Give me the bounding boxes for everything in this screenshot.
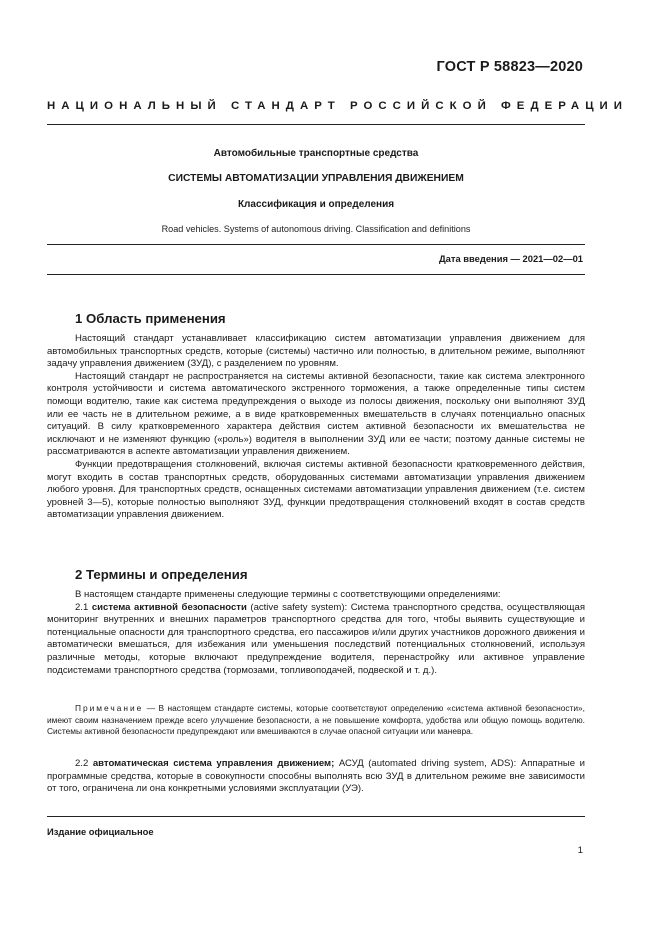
page-number: 1: [577, 845, 583, 856]
document-subtitle: Классификация и определения: [237, 199, 395, 210]
date-divider: [47, 274, 585, 275]
top-divider: [47, 124, 585, 125]
standard-number: ГОСТ Р 58823—2020: [436, 59, 583, 75]
note-block: [47, 703, 585, 738]
note-text: — В настоящем стандарте системы, которые соответствуют определению «система активной безопасности», имеют своим назначением прежде всего улучшение безопасности, а не повышение комфорта, удобства или общую помощь водителю. Системы активной безопасности предупреждают или вмешиваются в случае опасной ситуации или маневра.: [47, 703, 585, 737]
title-group: Автомобильные транспортные средства: [213, 148, 419, 159]
section-1-paragraph-3: Функции предотвращения столкновений, включая системы активной безопасности кратковременного действия, могут входить в состав транспортных средств, оборудованных системами автоматизации управления движением любого уровня. Для транспортных средств, оснащенных системами автоматизации управления движением (т.е. систем уровней 3—5), которые полностью выполняют ЗУД, функции предотвращения столкновений входят в состав средств автоматизации управления движением.: [47, 458, 585, 521]
term-2-2-block: [47, 758, 585, 796]
term-2-2-definition: АСУД (automated driving system, ADS): Аппаратные и программные средства, которые в совокупности способны выполнять всю ЗУД в длительном режиме вне зависимости от того, ограничена ли она конкретными условиями эксплуатации (УЭ).: [47, 758, 585, 795]
note-label: Примечание: [75, 703, 144, 713]
title-divider: [47, 244, 585, 245]
section-1-paragraph-1: Настоящий стандарт устанавливает классификацию систем автоматизации управления движением для автомобильных транспортных средств, которые (системы) частично или полностью, в длительном режиме, выполняют задачу управления движением (ЗУД), с разделением по уровням.: [47, 333, 585, 370]
term-2-1-term: система активной безопасности: [91, 601, 247, 613]
term-2-1-definition: (active safety system): Система транспортного средства, осуществляющая мониторинг внутренних и внешних параметров транспортного средства для того, чтобы выявить существующие и потенциальные опасности для транспортного средства, его пассажиров и/или других участников дорожного движения и автоматически вмешаться, для избежания или уменьшения последствий потенциальных столкновений, используя различные методы, которые включают предупреждение водителя, перенастройку или активное управление подсистемами транспортного средства (тормозами, топливоподачей, подвеской и т. д.).: [47, 601, 586, 676]
section-2-title: 2 Термины и определения: [75, 567, 248, 582]
section-1-title: 1 Область применения: [75, 311, 226, 326]
term-2-1: [47, 602, 585, 678]
section-1-paragraph-2: Настоящий стандарт не распространяется на системы активной безопасности, такие как система электронного контроля устойчивости и система автоматического экстренного торможения, а также определенные типы систем помощи водителю, такие как система предупреждения о выходе из полосы движения, поскольку они выполняют ЗУД или ее часть не в длительном режиме, а в виде кратковременных вмешательств в случаях потенциально опасных ситуаций. В силу кратковременного характера действия систем активной безопасности их вмешательства не исключают и не изменяют функцию («роль») водителя в выполнении ЗУД или ее части; поэтому данные системы не рассматриваются в аспекте автоматизации управления движением.: [47, 370, 585, 458]
national-standard-heading: НАЦИОНАЛЬНЫЙ СТАНДАРТ РОССИЙСКОЙ ФЕДЕРАЦИИ: [47, 100, 629, 112]
note-paragraph: [47, 703, 585, 738]
official-edition-label: Издание официальное: [47, 826, 154, 837]
english-title: Road vehicles. Systems of autonomous driving. Classification and definitions: [161, 224, 471, 234]
section-2-body: [47, 589, 585, 677]
term-2-2-number: 2.2: [75, 758, 89, 769]
term-2-1-number: 2.1: [75, 601, 89, 613]
document-title: СИСТЕМЫ АВТОМАТИЗАЦИИ УПРАВЛЕНИЯ ДВИЖЕНИЕМ: [168, 173, 464, 184]
section-2-intro: В настоящем стандарте применены следующие термины с соответствующими определениями:: [75, 589, 501, 600]
introduction-date: Дата введения — 2021—02—01: [438, 253, 583, 264]
term-2-2: [47, 758, 585, 796]
footer-divider: [47, 816, 585, 817]
term-2-2-term: автоматическая система управления движением;: [92, 758, 335, 769]
section-1-body: [47, 333, 585, 522]
